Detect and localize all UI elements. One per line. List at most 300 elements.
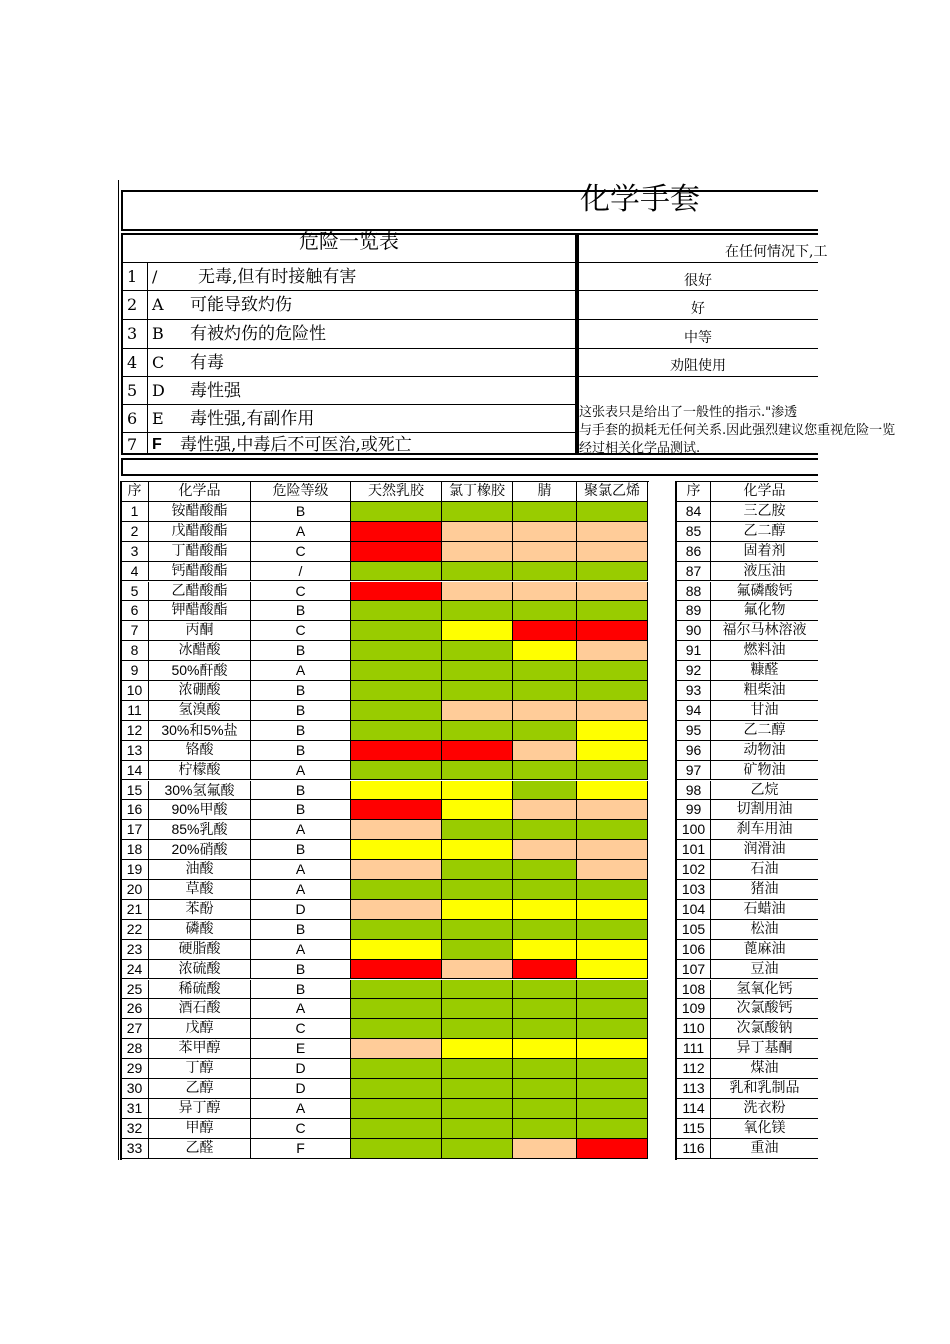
legend-num: 1 [127, 267, 138, 286]
row-seq: 1 [121, 502, 149, 522]
rating-pvc [577, 582, 648, 602]
rating-pvc [577, 781, 648, 801]
rating-pvc [577, 999, 648, 1019]
row-grade: B [251, 980, 351, 1000]
right-row-chemical: 动物油 [711, 741, 818, 761]
rating-natural-latex [351, 800, 442, 820]
row-chemical: 铵醋酸酯 [149, 502, 251, 522]
right-row-chemical: 润滑油 [711, 840, 818, 860]
row-chemical: 稀硫酸 [149, 980, 251, 1000]
row-chemical: 冰醋酸 [149, 641, 251, 661]
row-grade: B [251, 701, 351, 721]
rating-nitrile [513, 721, 577, 741]
legend-num: 2 [127, 295, 138, 314]
row-chemical: 油酸 [149, 860, 251, 880]
row-seq: 2 [121, 522, 149, 542]
right-row-seq: 85 [677, 522, 711, 542]
rating-nitrile [513, 880, 577, 900]
right-row-seq: 116 [677, 1139, 711, 1159]
rating-nitrile [513, 840, 577, 860]
rating-nitrile [513, 900, 577, 920]
rating-neoprene [442, 522, 513, 542]
row-seq: 22 [121, 920, 149, 940]
row-chemical: 乙醛 [149, 1139, 251, 1159]
row-grade: B [251, 920, 351, 940]
row-seq: 14 [121, 761, 149, 781]
right-row-seq: 113 [677, 1079, 711, 1099]
legend-code: / [152, 267, 158, 286]
right-row-chemical: 氢氧化钙 [711, 980, 818, 1000]
row-grade: C [251, 542, 351, 562]
right-row-seq: 110 [677, 1019, 711, 1039]
row-grade: A [251, 761, 351, 781]
row-seq: 7 [121, 621, 149, 641]
rating-natural-latex [351, 621, 442, 641]
right-row-seq: 112 [677, 1059, 711, 1079]
rating-nitrile [513, 1079, 577, 1099]
right-header-chemical: 化学品 [711, 482, 818, 502]
rating-nitrile [513, 601, 577, 621]
rating-nitrile [513, 1039, 577, 1059]
rating-nitrile [513, 920, 577, 940]
legend-text: 毒性强,中毒后不可医治,或死亡 [180, 435, 412, 455]
left-margin-line [118, 180, 119, 1160]
right-row-chemical: 煤油 [711, 1059, 818, 1079]
rating-natural-latex [351, 781, 442, 801]
legend-heading: 危险一览表 [299, 229, 399, 253]
right-row-chemical: 异丁基酮 [711, 1039, 818, 1059]
row-seq: 20 [121, 880, 149, 900]
rating-pvc [577, 1139, 648, 1159]
row-chemical: 钙醋酸酯 [149, 562, 251, 582]
rating-neoprene [442, 820, 513, 840]
rating-neoprene [442, 1099, 513, 1119]
right-row-seq: 99 [677, 800, 711, 820]
rating-neoprene [442, 502, 513, 522]
rating-neoprene [442, 621, 513, 641]
rating-pvc [577, 940, 648, 960]
rating-neoprene [442, 781, 513, 801]
separator-band [121, 458, 818, 476]
rating-note-line: 与手套的损耗无任何关系.因此强烈建议您重视危险一览 [579, 423, 896, 438]
rating-neoprene [442, 562, 513, 582]
right-row-chemical: 三乙胺 [711, 502, 818, 522]
row-grade: B [251, 741, 351, 761]
row-seq: 3 [121, 542, 149, 562]
rating-pvc [577, 960, 648, 980]
legend-num: 7 [127, 435, 138, 454]
row-grade: C [251, 1119, 351, 1139]
rating-nitrile [513, 1099, 577, 1119]
ratings-intro: 在任何情况下,工 [725, 244, 828, 260]
legend-num: 6 [127, 409, 138, 428]
rating-pvc [577, 820, 648, 840]
rating-natural-latex [351, 940, 442, 960]
rating-nitrile [513, 562, 577, 582]
row-grade: B [251, 681, 351, 701]
row-chemical: 草酸 [149, 880, 251, 900]
row-chemical: 柠檬酸 [149, 761, 251, 781]
rating-level-label: 中等 [684, 330, 712, 346]
rating-neoprene [442, 860, 513, 880]
row-grade: C [251, 621, 351, 641]
rating-nitrile [513, 542, 577, 562]
row-grade: E [251, 1039, 351, 1059]
row-chemical: 丙酮 [149, 621, 251, 641]
row-chemical: 50%酐酸 [149, 661, 251, 681]
right-row-chemical: 切割用油 [711, 800, 818, 820]
row-chemical: 苯酚 [149, 900, 251, 920]
rating-neoprene [442, 960, 513, 980]
row-chemical: 钾醋酸酯 [149, 601, 251, 621]
right-row-chemical: 矿物油 [711, 761, 818, 781]
right-row-seq: 98 [677, 781, 711, 801]
row-seq: 9 [121, 661, 149, 681]
right-row-seq: 90 [677, 621, 711, 641]
row-seq: 12 [121, 721, 149, 741]
row-seq: 16 [121, 800, 149, 820]
row-grade: B [251, 601, 351, 621]
page-title: 化学手套 [580, 182, 700, 217]
right-row-chemical: 刹车用油 [711, 820, 818, 840]
row-seq: 13 [121, 741, 149, 761]
rating-neoprene [442, 661, 513, 681]
rating-neoprene [442, 701, 513, 721]
rating-natural-latex [351, 741, 442, 761]
rating-neoprene [442, 1059, 513, 1079]
header-chemical: 化学品 [149, 482, 251, 502]
row-chemical: 浓硫酸 [149, 960, 251, 980]
rating-natural-latex [351, 860, 442, 880]
right-row-chemical: 燃料油 [711, 641, 818, 661]
row-grade: D [251, 1059, 351, 1079]
right-row-seq: 104 [677, 900, 711, 920]
rating-nitrile [513, 1139, 577, 1159]
rating-natural-latex [351, 1099, 442, 1119]
row-grade: / [251, 562, 351, 582]
row-seq: 18 [121, 840, 149, 860]
row-seq: 11 [121, 701, 149, 721]
right-row-seq: 84 [677, 502, 711, 522]
row-grade: F [251, 1139, 351, 1159]
rating-neoprene [442, 980, 513, 1000]
row-seq: 15 [121, 781, 149, 801]
right-row-chemical: 蓖麻油 [711, 940, 818, 960]
right-row-seq: 106 [677, 940, 711, 960]
right-row-seq: 92 [677, 661, 711, 681]
legend-text: 毒性强,有副作用 [190, 409, 315, 429]
right-row-seq: 114 [677, 1099, 711, 1119]
row-grade: D [251, 900, 351, 920]
rating-nitrile [513, 781, 577, 801]
rating-natural-latex [351, 701, 442, 721]
row-grade: A [251, 820, 351, 840]
row-grade: C [251, 1019, 351, 1039]
rating-nitrile [513, 741, 577, 761]
row-grade: B [251, 960, 351, 980]
right-row-seq: 111 [677, 1039, 711, 1059]
row-grade: B [251, 800, 351, 820]
right-row-seq: 86 [677, 542, 711, 562]
right-row-chemical: 粗柴油 [711, 681, 818, 701]
row-seq: 27 [121, 1019, 149, 1039]
rating-nitrile [513, 1059, 577, 1079]
right-row-chemical: 洗衣粉 [711, 1099, 818, 1119]
rating-neoprene [442, 761, 513, 781]
rating-neoprene [442, 840, 513, 860]
rating-pvc [577, 542, 648, 562]
row-seq: 32 [121, 1119, 149, 1139]
row-seq: 17 [121, 820, 149, 840]
right-row-chemical: 液压油 [711, 562, 818, 582]
rating-neoprene [442, 1019, 513, 1039]
right-row-chemical: 固着剂 [711, 542, 818, 562]
rating-neoprene [442, 542, 513, 562]
right-row-seq: 109 [677, 999, 711, 1019]
row-seq: 28 [121, 1039, 149, 1059]
row-seq: 23 [121, 940, 149, 960]
row-chemical: 氢溴酸 [149, 701, 251, 721]
row-grade: A [251, 661, 351, 681]
rating-pvc [577, 1019, 648, 1039]
rating-pvc [577, 721, 648, 741]
right-row-seq: 95 [677, 721, 711, 741]
legend-text: 有被灼伤的危险性 [190, 324, 326, 344]
legend-code: D [152, 381, 165, 400]
right-row-chemical: 乙二醇 [711, 721, 818, 741]
row-seq: 25 [121, 980, 149, 1000]
rating-pvc [577, 562, 648, 582]
right-row-chemical: 松油 [711, 920, 818, 940]
legend-num: 4 [127, 353, 138, 372]
row-chemical: 苯甲醇 [149, 1039, 251, 1059]
row-chemical: 异丁醇 [149, 1099, 251, 1119]
rating-pvc [577, 840, 648, 860]
row-grade: C [251, 582, 351, 602]
rating-neoprene [442, 641, 513, 661]
rating-pvc [577, 661, 648, 681]
rating-nitrile [513, 960, 577, 980]
rating-natural-latex [351, 681, 442, 701]
legend-num: 5 [127, 381, 138, 400]
rating-pvc [577, 880, 648, 900]
row-seq: 19 [121, 860, 149, 880]
right-row-chemical: 豆油 [711, 960, 818, 980]
legend-text: 有毒 [190, 353, 224, 373]
rating-neoprene [442, 681, 513, 701]
row-seq: 31 [121, 1099, 149, 1119]
rating-nitrile [513, 860, 577, 880]
rating-nitrile [513, 522, 577, 542]
rating-nitrile [513, 502, 577, 522]
legend-code: F [152, 436, 162, 453]
right-row-chemical: 乳和乳制品 [711, 1079, 818, 1099]
rating-level-label: 劝阻使用 [670, 358, 726, 374]
rating-pvc [577, 741, 648, 761]
right-row-chemical: 糠醛 [711, 661, 818, 681]
right-row-chemical: 次氯酸钠 [711, 1019, 818, 1039]
header-nitrile: 腈 [513, 482, 577, 502]
rating-level-label: 很好 [684, 273, 712, 289]
rating-pvc [577, 502, 648, 522]
right-row-seq: 101 [677, 840, 711, 860]
row-seq: 5 [121, 582, 149, 602]
legend-code: C [152, 353, 165, 372]
right-row-chemical: 乙烷 [711, 781, 818, 801]
rating-nitrile [513, 641, 577, 661]
row-grade: B [251, 781, 351, 801]
row-chemical: 30%氢氟酸 [149, 781, 251, 801]
rating-neoprene [442, 601, 513, 621]
row-chemical: 戊醇 [149, 1019, 251, 1039]
row-grade: A [251, 880, 351, 900]
legend-code: E [152, 409, 164, 428]
row-grade: A [251, 522, 351, 542]
rating-natural-latex [351, 542, 442, 562]
rating-natural-latex [351, 721, 442, 741]
rating-nitrile [513, 1119, 577, 1139]
rating-neoprene [442, 1039, 513, 1059]
row-seq: 24 [121, 960, 149, 980]
row-chemical: 铬酸 [149, 741, 251, 761]
rating-natural-latex [351, 562, 442, 582]
rating-natural-latex [351, 840, 442, 860]
rating-nitrile [513, 681, 577, 701]
rating-pvc [577, 1059, 648, 1079]
rating-natural-latex [351, 522, 442, 542]
rating-natural-latex [351, 980, 442, 1000]
rating-pvc [577, 800, 648, 820]
row-chemical: 丁醇 [149, 1059, 251, 1079]
rating-natural-latex [351, 1119, 442, 1139]
legend-code: A [152, 295, 164, 314]
rating-natural-latex [351, 880, 442, 900]
rating-natural-latex [351, 999, 442, 1019]
rating-pvc [577, 920, 648, 940]
row-seq: 10 [121, 681, 149, 701]
row-chemical: 酒石酸 [149, 999, 251, 1019]
row-seq: 4 [121, 562, 149, 582]
right-row-chemical: 石油 [711, 860, 818, 880]
row-chemical: 85%乳酸 [149, 820, 251, 840]
rating-note-line: 这张表只是给出了一般性的指示."渗透 [579, 405, 798, 420]
rating-natural-latex [351, 920, 442, 940]
right-row-chemical: 甘油 [711, 701, 818, 721]
rating-natural-latex [351, 661, 442, 681]
right-row-chemical: 重油 [711, 1139, 818, 1159]
right-row-seq: 96 [677, 741, 711, 761]
rating-pvc [577, 641, 648, 661]
rating-pvc [577, 1039, 648, 1059]
right-row-chemical: 福尔马林溶液 [711, 621, 818, 641]
rating-nitrile [513, 661, 577, 681]
rating-natural-latex [351, 1139, 442, 1159]
legend-code: B [152, 324, 164, 343]
row-seq: 29 [121, 1059, 149, 1079]
row-seq: 6 [121, 601, 149, 621]
right-row-seq: 87 [677, 562, 711, 582]
rating-pvc [577, 1099, 648, 1119]
row-seq: 33 [121, 1139, 149, 1159]
rating-natural-latex [351, 761, 442, 781]
right-row-seq: 100 [677, 820, 711, 840]
row-grade: B [251, 721, 351, 741]
rating-natural-latex [351, 1079, 442, 1099]
rating-pvc [577, 1079, 648, 1099]
row-chemical: 戊醋酸酯 [149, 522, 251, 542]
rating-neoprene [442, 1079, 513, 1099]
row-grade: A [251, 999, 351, 1019]
title-box [121, 190, 818, 231]
row-grade: A [251, 1099, 351, 1119]
rating-nitrile [513, 1019, 577, 1039]
rating-pvc [577, 1119, 648, 1139]
rating-pvc [577, 761, 648, 781]
rating-nitrile [513, 800, 577, 820]
header-natural-latex: 天然乳胶 [351, 482, 442, 502]
right-row-seq: 97 [677, 761, 711, 781]
row-chemical: 浓硼酸 [149, 681, 251, 701]
right-row-chemical: 氟磷酸钙 [711, 582, 818, 602]
right-row-seq: 115 [677, 1119, 711, 1139]
header-grade: 危险等级 [251, 482, 351, 502]
right-row-seq: 108 [677, 980, 711, 1000]
header-neoprene: 氯丁橡胶 [442, 482, 513, 502]
row-chemical: 硬脂酸 [149, 940, 251, 960]
rating-nitrile [513, 621, 577, 641]
rating-neoprene [442, 582, 513, 602]
row-chemical: 甲醇 [149, 1119, 251, 1139]
rating-natural-latex [351, 960, 442, 980]
right-row-seq: 105 [677, 920, 711, 940]
rating-neoprene [442, 721, 513, 741]
header-pvc: 聚氯乙烯 [577, 482, 648, 502]
row-chemical: 磷酸 [149, 920, 251, 940]
right-row-seq: 94 [677, 701, 711, 721]
row-chemical: 乙醋酸酯 [149, 582, 251, 602]
right-header-seq: 序 [677, 482, 711, 502]
rating-pvc [577, 900, 648, 920]
rating-nitrile [513, 761, 577, 781]
right-row-seq: 89 [677, 601, 711, 621]
right-row-chemical: 猪油 [711, 880, 818, 900]
right-row-chemical: 氧化镁 [711, 1119, 818, 1139]
right-row-seq: 91 [677, 641, 711, 661]
row-grade: B [251, 641, 351, 661]
legend-divider [147, 262, 148, 455]
rating-pvc [577, 601, 648, 621]
legend-text: 可能导致灼伤 [190, 295, 292, 315]
rating-neoprene [442, 900, 513, 920]
legend-text: 毒性强 [190, 381, 241, 401]
rating-natural-latex [351, 820, 442, 840]
row-chemical: 30%和5%盐 [149, 721, 251, 741]
right-row-seq: 102 [677, 860, 711, 880]
rating-natural-latex [351, 601, 442, 621]
right-row-seq: 88 [677, 582, 711, 602]
right-row-seq: 107 [677, 960, 711, 980]
row-seq: 8 [121, 641, 149, 661]
row-seq: 26 [121, 999, 149, 1019]
rating-pvc [577, 860, 648, 880]
rating-neoprene [442, 999, 513, 1019]
rating-neoprene [442, 1139, 513, 1159]
rating-nitrile [513, 820, 577, 840]
rating-pvc [577, 701, 648, 721]
right-row-seq: 93 [677, 681, 711, 701]
row-grade: B [251, 840, 351, 860]
rating-nitrile [513, 940, 577, 960]
